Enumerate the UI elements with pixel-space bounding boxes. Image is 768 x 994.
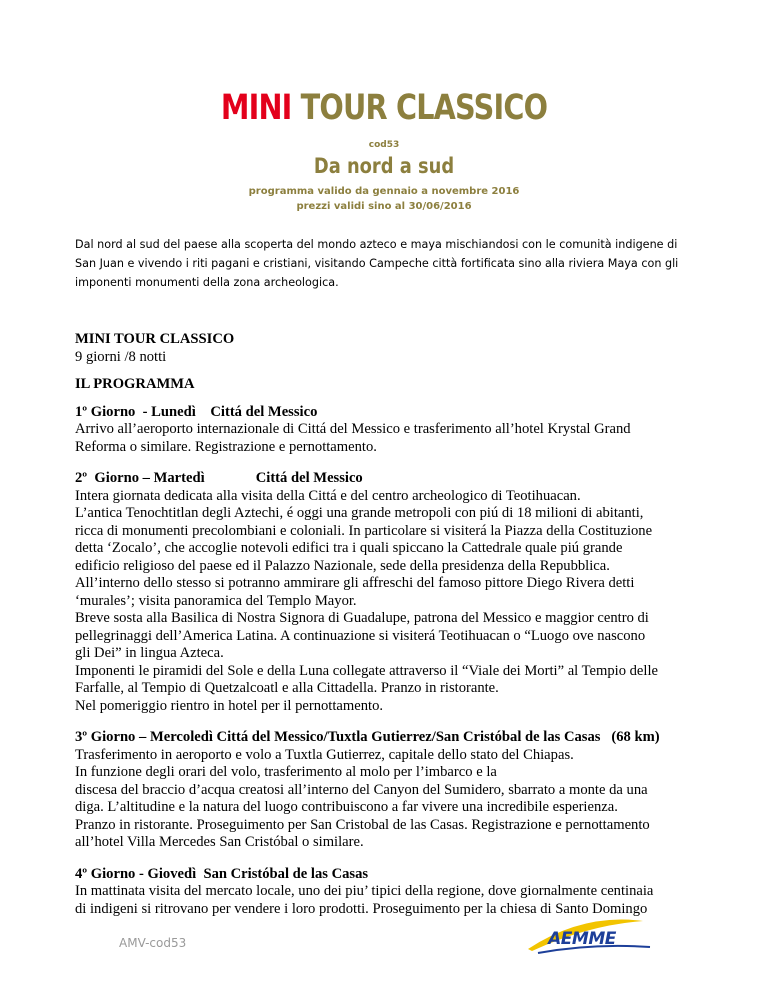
day-3 — [75, 729, 700, 852]
day-heading: 4º Giorno - Giovedì San Cristóbal de las Casas — [75, 865, 369, 882]
day-line: ‘murales’; visita panoramica del Templo Mayor. — [75, 592, 357, 609]
day-heading: 1º Giorno - Lunedì Cittá del Messico — [75, 403, 318, 420]
title-rest: TOUR CLASSICO — [300, 88, 548, 128]
day-line: In mattinata visita del mercato locale, uno dei piu’ tipici della regione, dove giornalmente centinaia — [75, 883, 654, 899]
itinerary-body — [75, 331, 700, 918]
day-line: ricca di monumenti precolombiani e coloniali. In particolare si visiterá la Piazza della Costituzione — [75, 522, 653, 539]
day-line: gli Dei” in lingua Azteca. — [75, 645, 224, 661]
day-heading: 3º Giorno – Mercoledì Cittá del Messico/Tuxtla Gutierrez/San Cristóbal de las Casas (68 km) — [75, 729, 660, 745]
day-line: Imponenti le piramidi del Sole e della Luna collegate attraverso il “Viale dei Morti” al Tempio delle — [75, 662, 659, 679]
intro-paragraph: Dal nord al sud del paese alla scoperta del mondo azteco e maya mischiandosi con le comunità indigene di San Juan e vivendo i riti pagani e cristiani, visitando Campeche città fortificata sino alla riviera Maya con gli imponenti monumenti della zona archeologica. — [75, 238, 679, 289]
day-line: L’antica Tenochtitlan degli Aztechi, é oggi una grande metropoli con piú di 18 milioni di abitanti, — [75, 505, 644, 521]
title-red-word: MINI — [220, 88, 292, 128]
day-line: Pranzo in ristorante. Proseguimento per San Cristobal de las Casas. Registrazione e pernottamento — [75, 816, 650, 833]
day-2 — [75, 470, 700, 715]
day-line: Breve sosta alla Basilica di Nostra Signora di Guadalupe, patrona del Messico e maggior centro di — [75, 610, 649, 626]
day-1 — [75, 404, 700, 457]
day-line: Trasferimento in aeroporto e volo a Tuxtla Gutierrez, capitale dello stato del Chiapas. — [75, 746, 574, 763]
day-line: Arrivo all’aeroporto internazionale di Cittá del Messico e trasferimento all’hotel Krystal Grand — [75, 421, 631, 437]
tour-name: MINI TOUR CLASSICO — [75, 331, 235, 347]
program-validity: programma valido da gennaio a novembre 2016 — [248, 186, 520, 197]
day-line: diga. L’altitudine e la natura del luogo contribuiscono a far vivere una incredibile esperienza. — [75, 799, 618, 815]
day-line: All’interno dello stesso si potranno ammirare gli affreschi del famoso pittore Diego Rivera detti — [75, 575, 635, 591]
day-line: In funzione degli orari del volo, trasferimento al molo per l’imbarco e la — [75, 764, 497, 780]
aemme-logo — [508, 911, 658, 961]
day-line: di indigeni si ritrovano per vendere i loro prodotti. Proseguimento per la chiesa di Santo Domingo — [75, 900, 648, 917]
day-line: Farfalle, al Tempio di Quetzalcoatl e alla Cittadella. Pranzo in ristorante. — [75, 680, 499, 696]
day-line: pellegrinaggi dell’America Latina. A continuazione si visiterá Teotihuacan o “Luogo ove nascono — [75, 627, 646, 644]
program-heading: IL PROGRAMMA — [75, 376, 195, 392]
day-line: discesa del braccio d’acqua creatosi all’interno del Canyon del Sumidero, sbarrato a monte da una — [75, 781, 648, 798]
page-subtitle: Da nord a sud — [313, 154, 455, 178]
day-line: edificio religioso del paese ed il Palazzo Nazionale, sede della presidenza della Repubblica. — [75, 557, 610, 574]
day-line: all’hotel Villa Mercedes San Cristóbal o similare. — [75, 834, 364, 850]
page-title — [69, 88, 699, 128]
day-line: detta ‘Zocalo’, che accoglie notevoli edifici tra i quali spiccano la Cattedrale quale piú grande — [75, 540, 623, 556]
day-heading: 2º Giorno – Martedì Cittá del Messico — [75, 470, 363, 486]
footer-code: AMV-cod53 — [119, 936, 187, 950]
price-validity: prezzi validi sino al 30/06/2016 — [296, 201, 472, 212]
tour-duration: 9 giorni /8 notti — [75, 348, 167, 365]
logo-text: AEMME — [548, 929, 616, 949]
day-line: Intera giornata dedicata alla visita della Cittá e del centro archeologico di Teotihuacan. — [75, 487, 581, 504]
day-line: Nel pomeriggio rientro in hotel per il pernottamento. — [75, 697, 384, 714]
day-line: Reforma o similare. Registrazione e pernottamento. — [75, 438, 377, 455]
tour-code: cod53 — [368, 140, 400, 150]
